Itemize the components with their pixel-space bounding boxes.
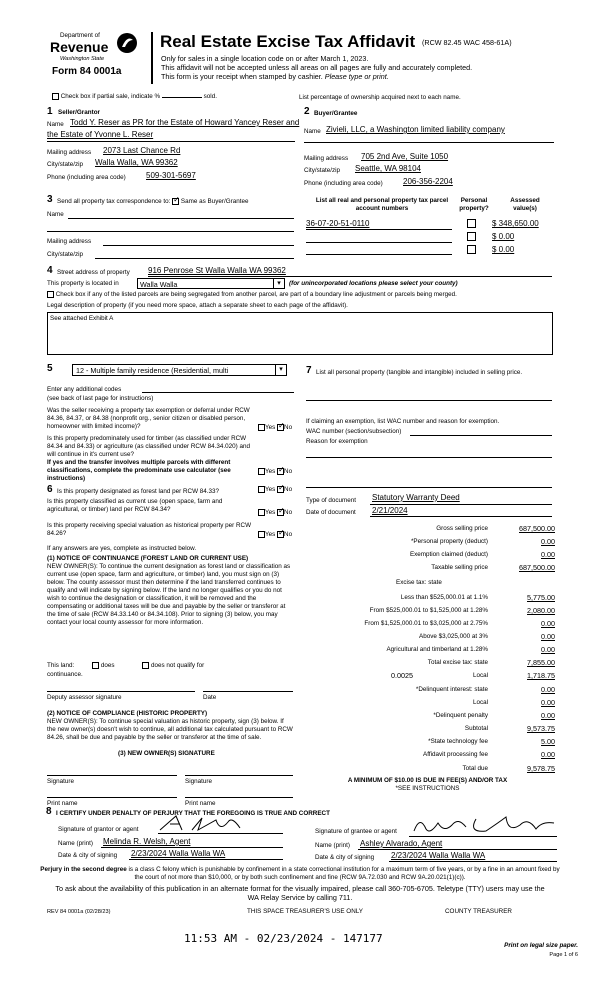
historic-yes-checkbox[interactable] xyxy=(258,531,265,538)
exemption-answer: Yes ✓ No xyxy=(258,424,292,432)
owner-signature-label-1: Signature xyxy=(47,778,74,785)
sec3-number: 3 xyxy=(47,194,53,205)
delinquent-local-label: Local xyxy=(472,699,488,706)
bracket-5-value[interactable]: 0.00 xyxy=(541,645,555,654)
chevron-down-icon: ▾ xyxy=(275,365,286,375)
gross-label: Gross selling price xyxy=(436,525,488,532)
wac-label: WAC number (section/subsection) xyxy=(306,428,402,435)
grantor-name-label: Name (print) xyxy=(58,840,93,847)
form-title: Real Estate Excise Tax Affidavit xyxy=(160,32,416,51)
notice1-title: (1) NOTICE OF CONTINUANCE (FOREST LAND OR CURRENT USE) xyxy=(47,555,249,562)
current-use-yes-checkbox[interactable] xyxy=(258,509,265,516)
see-instructions: *SEE INSTRUCTIONS xyxy=(395,785,460,792)
excise-state-label: Excise tax: state xyxy=(396,579,442,586)
same-as-buyer-checkbox[interactable]: ✓ xyxy=(173,195,180,204)
header-line1: Only for sales in a single location code on or after March 1, 2023. xyxy=(161,54,369,63)
buyer-mail-label: Mailing address xyxy=(304,155,349,162)
doc-type-value[interactable]: Statutory Warranty Deed xyxy=(372,493,460,502)
seller-city-value[interactable]: Walla Walla, WA 99362 xyxy=(95,158,178,167)
does-checkbox[interactable] xyxy=(92,662,99,669)
owner-print-label-1: Print name xyxy=(47,800,78,807)
sec2-heading: Buyer/Grantee xyxy=(314,110,358,117)
personal-property-checkbox-1[interactable] xyxy=(467,219,476,228)
this-land-row: This land: does does not qualify for xyxy=(47,662,205,670)
subtotal-label: Subtotal xyxy=(464,725,488,732)
buyer-mail-value[interactable]: 705 2nd Ave, Suite 1050 xyxy=(361,152,449,161)
grantee-signature[interactable] xyxy=(410,813,560,837)
new-owner-sig-title: (3) NEW OWNER(S) SIGNATURE xyxy=(118,750,215,757)
minimum-note: A MINIMUM OF $10.00 IS DUE IN FEE(S) AND/OR TAX xyxy=(347,777,508,784)
local-label: Local xyxy=(472,672,488,679)
delinquent-interest-label: *Delinquent interest: state xyxy=(415,686,488,693)
grantor-date-value[interactable]: 2/23/2024 Walla Walla WA xyxy=(131,849,226,858)
county-treasurer-label: COUNTY TREASURER xyxy=(445,908,512,915)
dept-line1: Department of xyxy=(60,32,100,39)
farm-no-checkbox[interactable]: ✓ xyxy=(278,465,285,474)
bracket-2-label: From $525,000.01 to $1,525,000 at 1.28% xyxy=(369,607,488,614)
total-state-value[interactable]: 7,855.00 xyxy=(527,658,555,667)
sec7-text: List all personal property (tangible and intangible) included in selling price. xyxy=(316,369,523,376)
revision-label: REV 84 0001a (02/28/23) xyxy=(47,909,111,915)
farm-question-note: If yes and the transfer involves multiple parcels with different classifications, complete the predominate use calculator (see instructions) xyxy=(47,459,231,482)
dept-line3: Washington State xyxy=(60,56,105,62)
exemption-deduct-value[interactable]: 0.00 xyxy=(541,550,555,559)
grantor-name-value[interactable]: Melinda R. Welsh, Agent xyxy=(103,837,191,846)
use-code-select[interactable]: 12 - Multiple family residence (Residential, multi ▾ xyxy=(72,364,287,376)
doc-date-value[interactable]: 2/21/2024 xyxy=(372,506,408,515)
page-number: Page 1 of 6 xyxy=(549,952,578,958)
buyer-name-label: Name xyxy=(304,128,321,135)
exemption-deduct-label: Exemption claimed (deduct) xyxy=(409,551,488,558)
delinquent-interest-value[interactable]: 0.00 xyxy=(541,685,555,694)
seller-mail-value[interactable]: 2073 Last Chance Rd xyxy=(103,146,181,155)
grantor-sig-label: Signature of grantor or agent xyxy=(58,826,139,833)
sec7-number: 7 xyxy=(306,365,312,376)
additional-codes-label: Enter any additional codes xyxy=(47,386,122,393)
bracket-2-value[interactable]: 2,080.00 xyxy=(527,606,555,615)
historic-answer: Yes ✓ No xyxy=(258,531,292,539)
forest-question: Is this property designated as forest land per RCW 84.33? xyxy=(57,488,220,495)
claim-label: If claiming an exemption, list WAC number and reason for exemption. xyxy=(306,418,500,425)
bracket-4-label: Above $3,025,000 at 3% xyxy=(419,633,488,640)
processing-fee-value[interactable]: 0.00 xyxy=(541,750,555,759)
farm-yes-checkbox[interactable] xyxy=(258,468,265,475)
buyer-city-value[interactable]: Seattle, WA 98104 xyxy=(355,164,421,173)
forest-answer: Yes ✓ No xyxy=(258,486,292,494)
bracket-3-label: From $1,525,000.01 to $3,025,000 at 2.75% xyxy=(364,620,488,627)
sec5-number: 5 xyxy=(47,363,53,374)
local-value[interactable]: 1,718.75 xyxy=(527,671,555,680)
partial-sale-checkbox[interactable] xyxy=(52,93,59,100)
tax-calculation xyxy=(300,521,555,821)
header-line3: This form is your receipt when stamped by cashier. Please type or print. xyxy=(161,72,389,81)
bracket-1-value[interactable]: 5,775.00 xyxy=(527,593,555,602)
current-use-question: Is this property classified as current use (open space, farm and agricultural, or timber) land per RCW 84.34? xyxy=(47,498,223,513)
bracket-5-label: Agricultural and timberland at 1.28% xyxy=(386,646,488,653)
legal-desc-field[interactable]: See attached Exhibit A xyxy=(47,312,553,355)
assessed-value-1[interactable]: $ 348,650.00 xyxy=(492,219,539,228)
subtotal-value[interactable]: 9,573.75 xyxy=(527,724,555,733)
buyer-city-label: City/state/zip xyxy=(304,167,341,174)
header-divider xyxy=(151,32,153,84)
technology-fee-value[interactable]: 5.00 xyxy=(541,737,555,746)
buyer-name-value[interactable]: Zivieli, LLC, a Washington limited liability company xyxy=(326,125,505,134)
buyer-phone-label: Phone (including area code) xyxy=(304,180,383,187)
see-back-note: (see back of last page for instructions) xyxy=(47,395,154,402)
seller-city-label: City/state/zip xyxy=(47,161,84,168)
partial-sale-row: Check box if partial sale, indicate % sold. xyxy=(52,93,217,101)
assessed-value-3[interactable]: $ 0.00 xyxy=(492,245,515,254)
legal-size-note: Print on legal size paper. xyxy=(504,942,578,949)
notice1-text: NEW OWNER(S): To continue the current designation as forest land or classification as current use (open space, farm and agriculture, or timber) land, you must sign on (3) below. The county assessor must then determine if the land transferred continues to qualify and will indicate by signing below. If the land no longer qualifies or you do not wish to continue the designation or classification, it will be removed and the compensating or additional taxes will be due and payable by the seller or transferor at the time of sale (RCW 84.33.140 or 84.34.108). Prior to signing (3) below, you may contact your local county assessor for more information. xyxy=(47,563,291,626)
historic-question: Is this property receiving special valuation as historical property per RCW 84.26? xyxy=(47,522,252,537)
delinquent-penalty-value[interactable]: 0.00 xyxy=(541,711,555,720)
doc-type-label: Type of document xyxy=(306,497,357,504)
sec1-heading: Seller/Grantor xyxy=(58,109,100,116)
taxable-label: Taxable selling price xyxy=(431,564,488,571)
bracket-4-value[interactable]: 0.00 xyxy=(541,632,555,641)
total-due-value[interactable]: 9,578.75 xyxy=(527,764,555,773)
farm-answer: Yes ✓ No xyxy=(258,468,292,476)
total-due-label: Total due xyxy=(462,765,488,772)
cashier-stamp: 11:53 AM - 02/23/2024 - 147177 xyxy=(184,932,383,945)
located-label: This property is located in xyxy=(47,280,119,287)
accessibility-note: To ask about the availability of this publication in an alternate format for the visually impaired, please call 360-705-6705. Teletype (TTY) users may use the WA Relay Service by calling 711. xyxy=(55,884,545,902)
bracket-1-label: Less than $525,000.01 at 1.1% xyxy=(400,594,488,601)
personal-property-checkbox-2[interactable] xyxy=(467,232,476,241)
legal-desc-label: Legal description of property (if you need more space, attach a separate sheet to each page of the affidavit). xyxy=(47,302,348,309)
dor-logo xyxy=(46,32,146,84)
owner-print-label-2: Print name xyxy=(185,800,216,807)
personal-deduct-label: *Personal property (deduct) xyxy=(410,538,488,545)
assessed-value-2[interactable]: $ 0.00 xyxy=(492,232,515,241)
grantee-sig-label: Signature of grantee or agent xyxy=(315,828,397,835)
sec3-text: Send all property tax correspondence to: ✓ Same as Buyer/Grantee xyxy=(57,195,249,206)
exemption-question: Was the seller receiving a property tax exemption or deferral under RCW 84.36, 84.37, or 84.38 (nonprofit org., senior citizen or disabled person, homeowner with limited income)? xyxy=(47,407,250,430)
farm-question: Is this property predominately used for timber (as classified under RCW 84.34 and 84.33) or agriculture (as classified under RCW 84.34.020) and will continue in it's current use? xyxy=(47,435,251,458)
does-not-checkbox[interactable] xyxy=(142,662,149,669)
sec6-number: 6 xyxy=(47,484,53,495)
seller-name-value2[interactable]: the Estate of Yvonne L. Reser xyxy=(47,130,154,139)
buyer-phone-value[interactable]: 206-356-2204 xyxy=(403,177,453,186)
perjury-note: Perjury in the second degree is a class C felony which is punishable by confinement in a state correctional institution for a maximum term of five years, or by a fine in an amount fixed by the court of not more than $10,000, or by both such confinement and fine (RCW 9A.72.030 and RCW 9A.20.021(1)(c)). xyxy=(40,866,560,881)
if-yes-note: If any answers are yes, complete as instructed below. xyxy=(47,545,197,552)
street-value[interactable]: 916 Penrose St Walla Walla WA 99362 xyxy=(148,266,286,275)
segregated-checkbox[interactable] xyxy=(47,291,54,298)
deputy-date-label: Date xyxy=(203,694,217,701)
grantee-name-value[interactable]: Ashley Alvarado, Agent xyxy=(360,839,443,848)
parcel-number-1[interactable]: 36-07-20-51-0110 xyxy=(306,219,370,228)
current-use-no-checkbox[interactable]: ✓ xyxy=(278,506,285,515)
current-use-answer: Yes ✓ No xyxy=(258,509,292,517)
notice2-text: NEW OWNER(S): To continue special valuation as historic property, sign (3) below. If the new owner(s) doesn't wish to continue, all additional tax calculated pursuant to RCW 84.26, shall be due and payable by the seller or transferor at the time of sale. xyxy=(47,718,293,741)
assessed-col-header: Assessed value(s) xyxy=(510,197,540,212)
form-number: Form 84 0001a xyxy=(52,66,122,77)
bracket-3-value[interactable]: 0.00 xyxy=(541,619,555,628)
sec3-mail-label: Mailing address xyxy=(47,238,92,245)
parcel-col-header: List all real and personal property tax parcel account numbers xyxy=(315,197,449,212)
sec4-number: 4 xyxy=(47,265,53,276)
seller-phone-label: Phone (including area code) xyxy=(47,174,126,181)
reason-label: Reason for exemption xyxy=(306,438,368,445)
exemption-no-checkbox[interactable]: ✓ xyxy=(278,421,285,430)
technology-fee-label: *State technology fee xyxy=(428,738,488,745)
logo-mark xyxy=(116,32,138,54)
treasurer-use-label: THIS SPACE TREASURER'S USE ONLY xyxy=(247,908,363,915)
personal-property-checkbox-3[interactable] xyxy=(467,245,476,254)
continuance-label: continuance. xyxy=(47,671,83,678)
ownership-note: List percentage of ownership acquired next to each name. xyxy=(299,94,461,101)
seller-phone-value[interactable]: 509-301-5697 xyxy=(146,171,196,180)
delinquent-local-value[interactable]: 0.00 xyxy=(541,698,555,707)
grantee-date-label: Date & city of signing xyxy=(315,854,375,861)
forest-no-checkbox[interactable]: ✓ xyxy=(278,483,285,492)
street-label: Street address of property xyxy=(57,269,130,276)
segregated-row: Check box if any of the listed parcels are being segregated from another parcel, are part of a boundary line adjustment or parcels being merged. xyxy=(47,291,457,299)
personal-deduct-value[interactable]: 0.00 xyxy=(541,537,555,546)
grantee-name-label: Name (print) xyxy=(315,842,350,849)
historic-no-checkbox[interactable]: ✓ xyxy=(278,528,285,537)
sec8-number: 8 xyxy=(46,806,52,817)
owner-signature-label-2: Signature xyxy=(185,778,212,785)
grantor-date-label: Date & city of signing xyxy=(58,852,118,859)
deputy-signature-label: Deputy assessor signature xyxy=(47,694,122,701)
dept-line2: Revenue xyxy=(50,39,109,55)
personal-col-header: Personal property? xyxy=(459,197,489,212)
grantee-date-value[interactable]: 2/23/2024 Walla Walla WA xyxy=(391,851,486,860)
seller-name-value[interactable]: Todd Y. Reser as PR for the Estate of Howard Yancey Reser and xyxy=(70,118,300,127)
grantor-signature[interactable] xyxy=(158,812,248,834)
form-rcw: (RCW 82.45 WAC 458-61A) xyxy=(422,38,512,47)
delinquent-penalty-label: *Delinquent penalty xyxy=(433,712,488,719)
doc-date-label: Date of document xyxy=(306,509,356,516)
total-state-label: Total excise tax: state xyxy=(427,659,488,666)
sec1-number: 1 xyxy=(47,106,53,117)
certify-text: I CERTIFY UNDER PENALTY OF PERJURY THAT THE FOREGOING IS TRUE AND CORRECT xyxy=(56,810,330,817)
gross-value[interactable]: 687,500.00 xyxy=(519,524,555,533)
local-rate[interactable]: 0.0025 xyxy=(391,671,413,680)
chevron-down-icon: ▾ xyxy=(273,279,284,288)
taxable-value[interactable]: 687,500.00 xyxy=(519,563,555,572)
notice2-title: (2) NOTICE OF COMPLIANCE (HISTORIC PROPERTY) xyxy=(47,710,208,717)
unincorporated-note: (for unincorporated locations please select your county) xyxy=(289,280,458,287)
county-select[interactable]: Walla Walla ▾ xyxy=(137,278,285,289)
seller-name-label: Name xyxy=(47,121,64,128)
sec3-name-label: Name xyxy=(47,211,64,218)
sec2-number: 2 xyxy=(304,106,310,117)
forest-yes-checkbox[interactable] xyxy=(258,486,265,493)
seller-mail-label: Mailing address xyxy=(47,149,92,156)
exemption-yes-checkbox[interactable] xyxy=(258,424,265,431)
header-line2: This affidavit will not be accepted unless all areas on all pages are fully and accurately completed. xyxy=(161,63,473,72)
sec3-city-label: City/state/zip xyxy=(47,251,84,258)
processing-fee-label: Affidavit processing fee xyxy=(423,751,488,758)
